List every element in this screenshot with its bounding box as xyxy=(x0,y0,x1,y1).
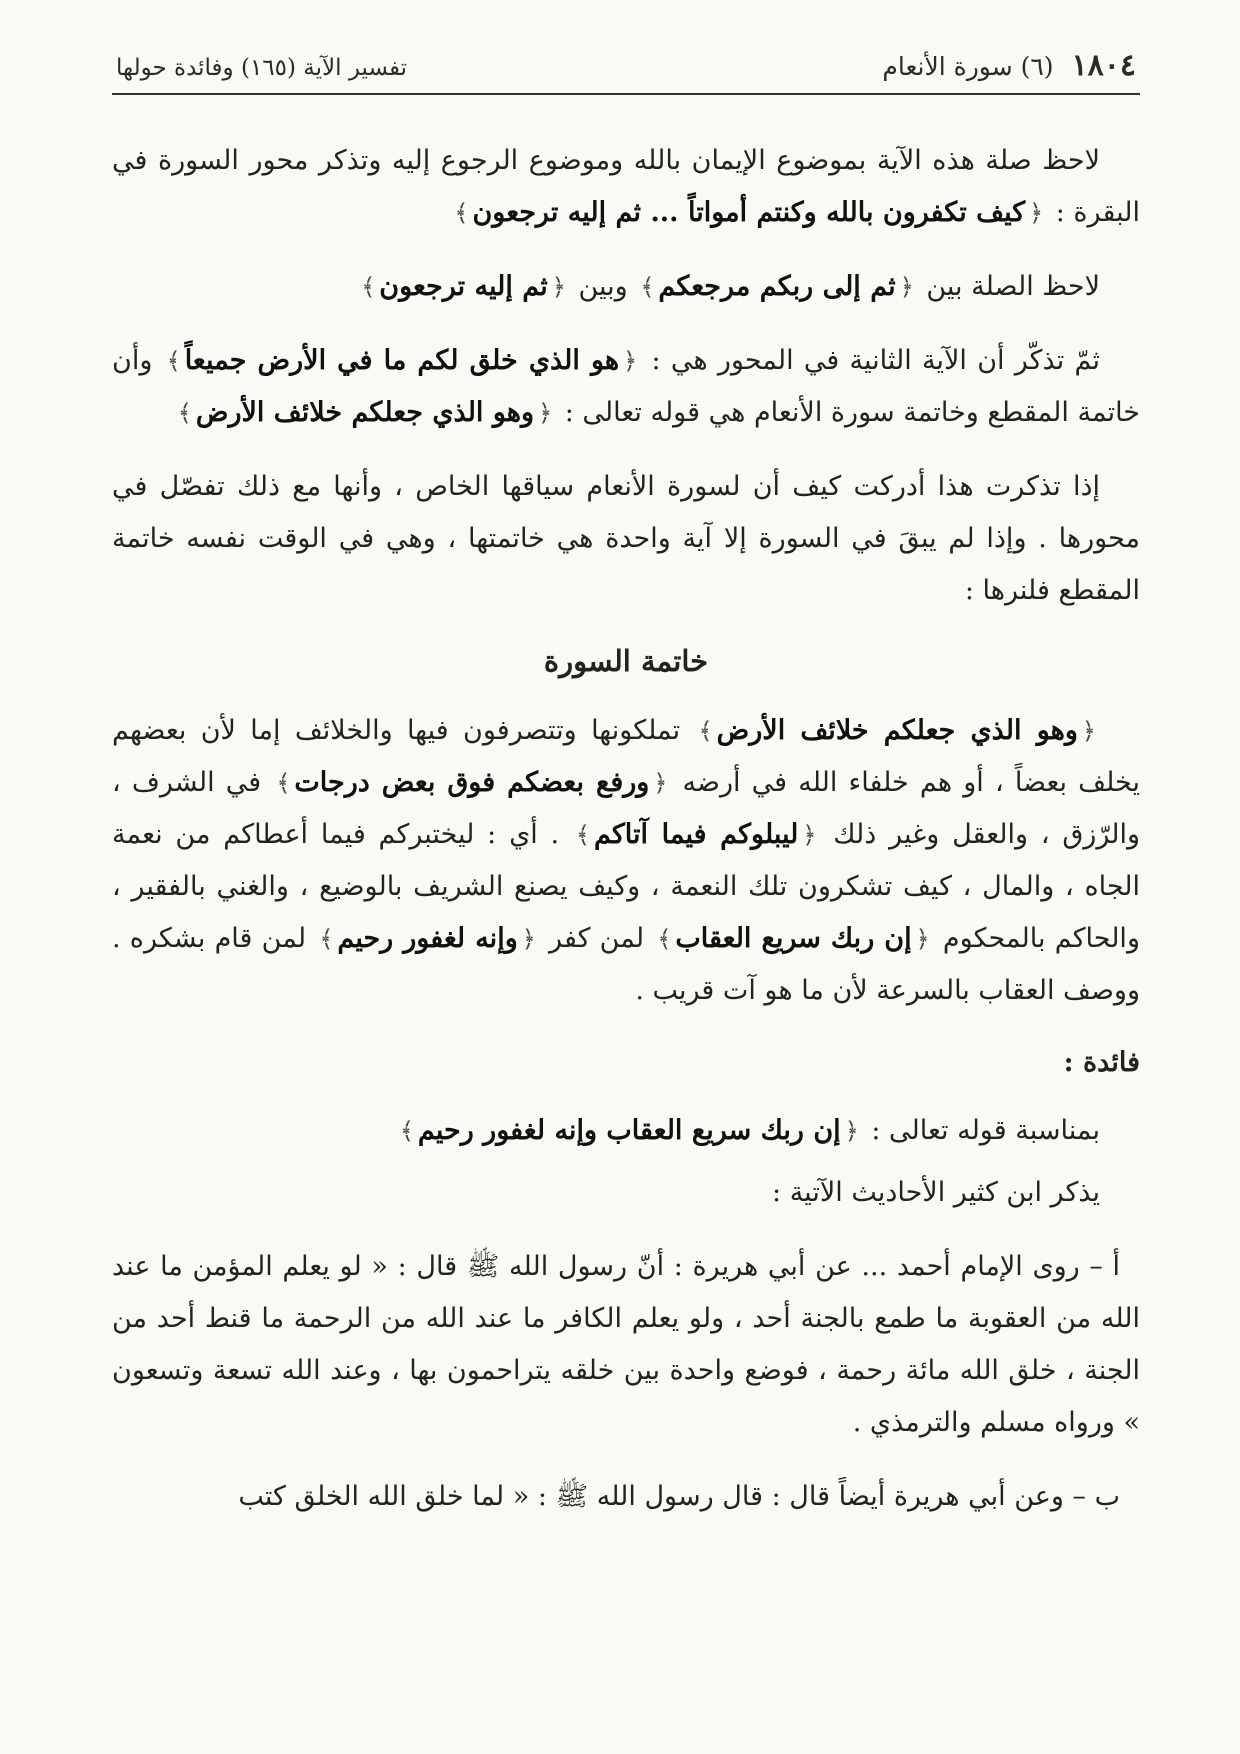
faida-label: فائدة : xyxy=(1063,1047,1140,1078)
quran-close-bracket: ﴾ xyxy=(276,769,291,797)
quran-verse: وإنه لغفور رحيم xyxy=(337,923,518,954)
page-number: ١٨٠٤ xyxy=(1071,48,1136,83)
quran-verse: كيف تكفرون بالله وكنتم أمواتاً ... ثم إليه ترجعون xyxy=(472,197,1026,228)
quran-verse: ليبلوكم فيما آتاكم xyxy=(593,819,799,850)
quran-open-bracket: ﴿ xyxy=(802,821,817,849)
section-heading: تفسير الآية (١٦٥) وفائدة حولها xyxy=(116,55,408,81)
quran-verse: ثم إلى ربكم مرجعكم xyxy=(658,271,896,302)
faida-intro: يذكر ابن كثير الأحاديث الآتية : xyxy=(772,1177,1100,1208)
paragraph-text: . أي : ليختبركم فيما أعطاكم من نعمة الجاه ، والمال ، كيف تشكرون تلك النعمة ، وكيف يصنع الشريف بالوضيع ، والغني بالفقير ، والحاكم بالمحكوم xyxy=(112,819,1140,954)
quran-open-bracket: ﴿ xyxy=(653,769,668,797)
paragraph-text: لمن كفر xyxy=(549,923,645,954)
quran-close-bracket: ﴾ xyxy=(319,925,334,953)
quran-open-bracket: ﴿ xyxy=(538,399,553,427)
quran-close-bracket: ﴾ xyxy=(361,273,376,301)
paragraph-4: إذا تذكرت هذا أدركت كيف أن لسورة الأنعام سياقها الخاص ، وأنها مع ذلك تفصّل في محورها . وإذا لم يبقَ في السورة إلا آية واحدة هي خاتمتها ، وهي في الوقت نفسه خاتمة المقطع فلنرها : xyxy=(112,471,1140,606)
paragraph-3 xyxy=(112,335,1140,439)
quran-verse: هو الذي خلق لكم ما في الأرض جميعاً xyxy=(184,345,620,376)
quran-open-bracket: ﴿ xyxy=(915,925,930,953)
quran-close-bracket: ﴾ xyxy=(698,717,713,745)
paragraph-text: وأن خاتمة المقطع وخاتمة سورة الأنعام هي قوله تعالى : xyxy=(112,345,1140,428)
faida-paragraph xyxy=(112,1105,1140,1157)
paragraph-text: ثمّ تذكّر أن الآية الثانية في المحور هي : xyxy=(651,345,1100,376)
section-title: خاتمة السورة xyxy=(543,644,709,678)
quran-close-bracket: ﴾ xyxy=(575,821,590,849)
paragraph-text: لاحظ الصلة بين xyxy=(926,271,1100,302)
quran-verse: إن ربك سريع العقاب وإنه لغفور رحيم xyxy=(417,1115,841,1146)
quran-open-bracket: ﴿ xyxy=(844,1117,859,1145)
quran-close-bracket: ﴾ xyxy=(657,925,672,953)
quran-close-bracket: ﴾ xyxy=(166,347,181,375)
quran-verse: ثم إليه ترجعون xyxy=(379,271,548,302)
quran-verse: وهو الذي جعلكم خلائف الأرض xyxy=(716,715,1078,746)
quran-open-bracket: ﴿ xyxy=(521,925,536,953)
quran-open-bracket: ﴿ xyxy=(1029,199,1044,227)
running-header xyxy=(112,48,1140,95)
hadith-b: ب – وعن أبي هريرة أيضاً قال : قال رسول الله ﷺ : « لما خلق الله الخلق كتب xyxy=(238,1481,1120,1512)
paragraph-text: في الشرف ، والرّزق ، والعقل وغير ذلك xyxy=(112,767,1140,850)
paragraph-text: وبين xyxy=(578,271,628,302)
paragraph-1 xyxy=(112,135,1140,239)
quran-open-bracket: ﴿ xyxy=(623,347,638,375)
quran-open-bracket: ﴿ xyxy=(551,273,566,301)
quran-close-bracket: ﴾ xyxy=(454,199,469,227)
paragraph-2 xyxy=(112,261,1140,313)
quran-open-bracket: ﴿ xyxy=(1081,717,1096,745)
paragraph-text: بمناسبة قوله تعالى : xyxy=(871,1115,1100,1146)
quran-close-bracket: ﴾ xyxy=(399,1117,414,1145)
quran-close-bracket: ﴾ xyxy=(640,273,655,301)
quran-close-bracket: ﴾ xyxy=(177,399,192,427)
conclusion-paragraph xyxy=(112,705,1140,1017)
quran-open-bracket: ﴿ xyxy=(899,273,914,301)
header-right xyxy=(882,48,1136,83)
quran-verse: ورفع بعضكم فوق بعض درجات xyxy=(294,767,650,798)
paragraph-text: لمن قام بشكره . ووصف العقاب بالسرعة لأن ما هو آت قريب . xyxy=(112,923,1140,1006)
quran-verse: إن ربك سريع العقاب xyxy=(675,923,912,954)
surah-name: (٦) سورة الأنعام xyxy=(882,52,1054,81)
quran-verse: وهو الذي جعلكم خلائف الأرض xyxy=(195,397,535,428)
hadith-a: أ – روى الإمام أحمد ... عن أبي هريرة : أنّ رسول الله ﷺ قال : « لو يعلم المؤمن ما عند الله من العقوبة ما طمع بالجنة أحد ، ولو يعلم الكافر ما عند الله من الرحمة ما قنط أحد من الجنة ، خلق الله مائة رحمة ، فوضع واحدة بين خلقه يتراحمون بها ، وعند الله تسعة وتسعون » ورواه مسلم والترمذي . xyxy=(112,1251,1140,1438)
paragraph-text: تملكونها وتتصرفون فيها والخلائف إما لأن بعضهم يخلف بعضاً ، أو هم خلفاء الله في أرضه xyxy=(112,715,1141,798)
paragraph-text: لاحظ صلة هذه الآية بموضوع الإيمان بالله وموضوع الرجوع إليه وتذكر محور السورة في البقرة : xyxy=(112,145,1140,228)
